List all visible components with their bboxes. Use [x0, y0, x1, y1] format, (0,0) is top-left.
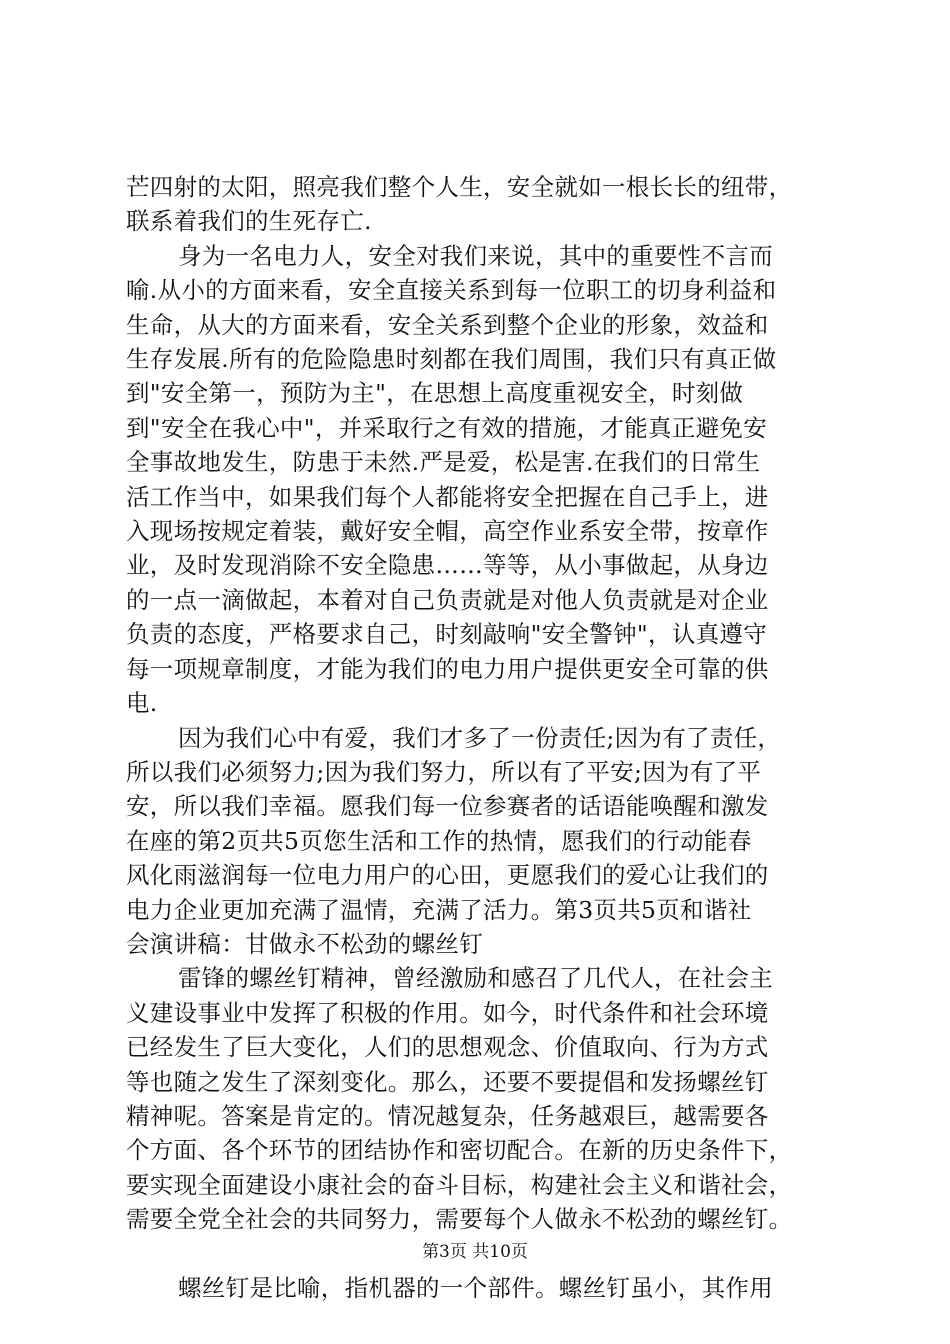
text-line: 的一点一滴做起，本着对自己负责就是对他人负责就是对企业 — [126, 585, 769, 614]
text-line: 联系着我们的生死存亡. — [126, 207, 372, 236]
text-line: 生命，从大的方面来看，安全关系到整个企业的形象，效益和 — [126, 310, 769, 339]
text-line: 电. — [126, 689, 158, 718]
text-line: 雷锋的螺丝钉精神，曾经激励和感召了几代人，在社会主 — [178, 964, 773, 993]
text-line: 个方面、各个环节的团结协作和密切配合。在新的历史条件下， — [126, 1136, 793, 1165]
text-line: 风化雨滋润每一位电力用户的心田，更愿我们的爱心让我们的 — [126, 861, 769, 890]
text-line: 需要全党全社会的共同努力，需要每个人做永不松劲的螺丝钉。 — [126, 1205, 793, 1234]
text-line: 喻.从小的方面来看，安全直接关系到每一位职工的切身利益和 — [126, 276, 777, 305]
text-line: 每一项规章制度，才能为我们的电力用户提供更安全可靠的供 — [126, 654, 769, 683]
text-line: 电力企业更加充满了温情，充满了活力。第3页共5页和谐社 — [126, 895, 752, 924]
text-line: 因为我们心中有爱，我们才多了一份责任;因为有了责任， — [178, 723, 782, 752]
text-line: 已经发生了巨大变化，人们的思想观念、价值取向、行为方式 — [126, 1033, 769, 1062]
text-line: 到"安全第一，预防为主"，在思想上高度重视安全，时刻做 — [126, 379, 744, 408]
text-line: 身为一名电力人，安全对我们来说，其中的重要性不言而 — [178, 241, 773, 270]
text-line: 入现场按规定着装，戴好安全帽，高空作业系安全带，按章作 — [126, 517, 769, 546]
text-line: 全事故地发生，防患于未然.严是爱，松是害.在我们的日常生 — [126, 448, 761, 477]
text-line: 精神呢。答案是肯定的。情况越复杂，任务越艰巨，越需要各 — [126, 1101, 769, 1130]
text-line: 芒四射的太阳，照亮我们整个人生，安全就如一根长长的纽带， — [126, 173, 793, 201]
document-body — [126, 170, 836, 1305]
text-line: 螺丝钉是比喻，指机器的一个部件。螺丝钉虽小，其作用 — [178, 1273, 773, 1302]
text-line: 会演讲稿：甘做永不松劲的螺丝钉 — [126, 929, 483, 958]
text-line: 生存发展.所有的危险隐患时刻都在我们周围，我们只有真正做 — [126, 345, 777, 374]
text-line: 在座的第2页共5页您生活和工作的热情，愿我们的行动能春 — [126, 826, 752, 855]
text-line: 要实现全面建设小康社会的奋斗目标，构建社会主义和谐社会， — [126, 1170, 793, 1199]
text-line: 安，所以我们幸福。愿我们每一位参赛者的话语能唤醒和激发 — [126, 792, 769, 821]
text-line: 义建设事业中发挥了积极的作用。如今，时代条件和社会环境 — [126, 998, 769, 1027]
text-line: 所以我们必须努力;因为我们努力，所以有了平安;因为有了平 — [126, 757, 762, 786]
text-line: 业，及时发现消除不安全隐患……等等，从小事做起，从身边 — [126, 551, 769, 580]
text-line: 活工作当中，如果我们每个人都能将安全把握在自己手上，进 — [126, 482, 769, 511]
page-footer: 第3页 共10页 — [422, 1242, 528, 1262]
text-line: 等也随之发生了深刻变化。那么，还要不要提倡和发扬螺丝钉 — [126, 1067, 769, 1096]
text-line: 到"安全在我心中"，并采取行之有效的措施，才能真正避免安 — [126, 413, 768, 442]
text-line: 负责的态度，严格要求自己，时刻敲响"安全警钟"，认真遵守 — [126, 620, 768, 649]
